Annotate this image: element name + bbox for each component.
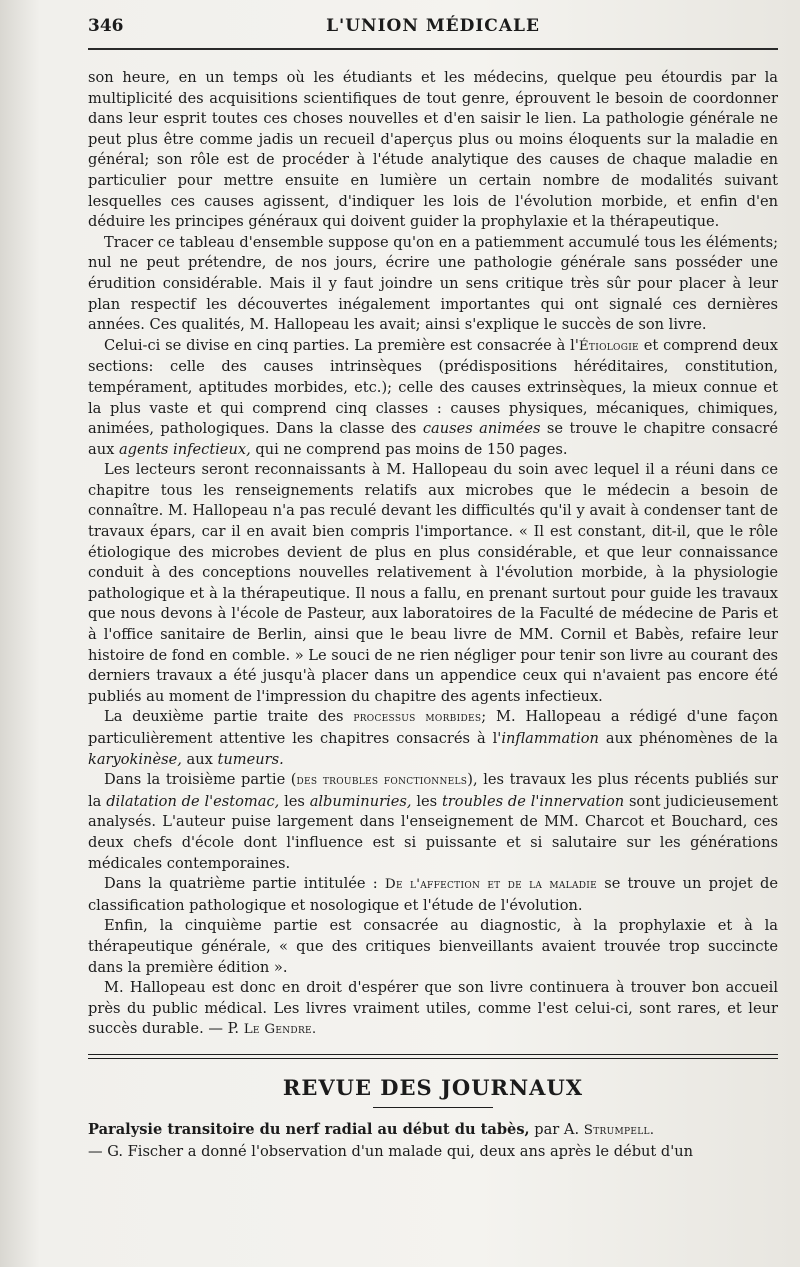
etiologie-term: Étiologie bbox=[578, 338, 639, 354]
article-title: Paralysie transitoire du nerf radial au début du tabès, bbox=[88, 1120, 530, 1138]
tumeurs-term: tumeurs. bbox=[217, 750, 284, 768]
paragraph-5-text: ; M. Hallopeau a rédigé d'une façon particulièrement attentive les chapitres consacrés à l' bbox=[88, 708, 779, 747]
affection-maladie-term: De l'affection et de la maladie bbox=[384, 877, 597, 893]
paragraph-6-text: les bbox=[411, 792, 442, 810]
troubles-fonctionnels-term: des troubles fonctionnels bbox=[296, 773, 468, 789]
paragraph-1: son heure, en un temps où les étudiants et les médecins, quelque peu étourdis par la multiplicité des acquisitions scientifiques de tout genre, éprouvent le besoin de coordonner dans leur esprit toutes ces choses nouvelles et d'en saisir le lien. La pathologie générale ne peut plus être comme jadis un recueil d'aperçus plus ou moins éloquents sur la maladie en général; son rôle est de procéder à l'étude analytique des causes de chaque maladie en particulier pour mettre ensuite en lumière un certain nombre de modalités suivant lesquelles ces causes agissent, d'indiquer les lois de l'évolution morbide, et enfin d'en déduire les principes généraux qui doivent guider la prophylaxie et la thérapeutique. bbox=[88, 69, 778, 231]
paragraph-7-text: Dans la quatrième partie intitulée : bbox=[104, 875, 385, 893]
agents-infectieux-term: agents infectieux, bbox=[118, 440, 251, 458]
paragraph-6-text: ), les travaux les plus récents publiés sur la bbox=[88, 771, 778, 810]
paragraph-8: Enfin, la cinquième partie est consacrée au diagnostic, à la prophylaxie et à la thérapeutique générale, « que des critiques bienveillants avaient trouvée trop succincte dans la première édition ». bbox=[88, 917, 778, 976]
causes-animees-term: causes animées bbox=[422, 420, 541, 438]
running-title: L'UNION MÉDICALE bbox=[326, 16, 540, 36]
paragraph-7 bbox=[88, 874, 778, 916]
paragraph-3-text: se trouve le chapitre consacré aux bbox=[88, 420, 778, 458]
paragraph-5-text: aux phénomènes de la bbox=[598, 730, 779, 747]
troubles-innervation-term: troubles de l'innervation bbox=[441, 792, 625, 810]
paragraph-3-text: Celui-ci se divise en cinq parties. La première est consacrée à l' bbox=[104, 336, 579, 354]
article-body: — G. Fischer a donné l'observation d'un malade qui, deux ans après le début d'un bbox=[88, 1142, 694, 1160]
processus-morbides-term: processus morbides bbox=[353, 710, 482, 726]
section-divider bbox=[88, 1054, 778, 1059]
paragraph-3-text: et comprend deux sections: celle des causes intrinsèques (prédispositions héréditaires, constitution, tempérament, aptitudes morbides, etc.); celle des causes extrinsèques, la mieux connue et la plus vaste et qui comprend cinq classes : causes physiques, mécaniques, chimiques, animées, pathologiques. Dans la classe des bbox=[88, 336, 778, 438]
paragraph-4: Les lecteurs seront reconnaissants à M. Hallopeau du soin avec lequel il a réuni dans ce chapitre tous les renseignements relatifs aux microbes que le médecin a besoin de connaître. M. Hallopeau n'a pas reculé devant les difficultés qu'il y avait à condenser tant de travaux épars, car il en avait bien compris l'importance. « Il est constant, dit-il, que le rôle étiologique des microbes devient de plus en plus considérable, et que leur connaissance conduit à des conceptions nouvelles relativement à l'évolution morbide, à la physiologie pathologique et à la thérapeutique. Il nous a fallu, en prenant surtout pour guide les travaux que nous devons à l'école de Pasteur, aux laboratoires de la Faculté de médecine de Paris et à l'office sanitaire de Berlin, ainsi que le beau livre de MM. Cornil et Babès, refaire leur histoire de fond en comble. » Le souci de ne rien négliger pour tenir son livre au courant des derniers travaux a été jusqu'à placer dans un appendice ceux qui n'avaient pas encore été publiés au moment de l'impression du chapitre des agents infectieux. bbox=[88, 461, 778, 705]
paragraph-3 bbox=[88, 336, 778, 461]
review-author: Le Gendre. bbox=[243, 1022, 317, 1038]
page-number: 346 bbox=[88, 16, 124, 36]
article-author: Strumpell. bbox=[583, 1122, 655, 1138]
paragraph-2: Tracer ce tableau d'ensemble suppose qu'on en a patiemment accumulé tous les éléments; nul ne peut prétendre, de nos jours, écrire une pathologie générale sans posséder une érudition considérable. Mais il y faut joindre un sens critique très sûr pour placer à leur plan respectif les découvertes inégalement importantes qui ont signalé ces dernières années. Ces qualités, M. Hallopeau les avait; ainsi s'explique le succès de son livre. bbox=[88, 233, 778, 334]
inflammation-term: inflammation bbox=[501, 730, 599, 747]
book-review-body bbox=[88, 68, 778, 1041]
paragraph-9-text: M. Hallopeau est donc en droit d'espérer que son livre continuera à trouver bon accueil près du public médical. Les livres vraiment utiles, comme l'est celui-ci, sont rares, et leur succès durable. — P. bbox=[88, 979, 778, 1038]
article-title-line bbox=[88, 1120, 778, 1142]
paragraph-5-text: La deuxième partie traite des bbox=[104, 708, 354, 726]
dilatation-term: dilatation de l'estomac, bbox=[106, 792, 280, 810]
heading-underline bbox=[373, 1107, 493, 1108]
article-by: par A. bbox=[529, 1120, 584, 1138]
paragraph-9 bbox=[88, 978, 778, 1041]
paragraph-6-text: les bbox=[279, 792, 310, 810]
paragraph-5-text: aux bbox=[181, 750, 218, 768]
karyokinese-term: karyokinèse, bbox=[88, 750, 182, 768]
paragraph-5 bbox=[88, 707, 778, 770]
section-heading: REVUE DES JOURNAUX bbox=[282, 1074, 584, 1100]
paragraph-6-text: Dans la troisième partie ( bbox=[104, 771, 297, 789]
paragraph-7-text: se trouve un projet de classification pathologique et nosologique et l'étude de l'évolution. bbox=[88, 875, 778, 914]
paragraph-6-text: sont judicieusement analysés. L'auteur puise largement dans l'enseignement de MM. Charcot et Bouchard, ces deux chefs d'école dont l'influence est si puissante et si salutaire sur les générations médicales contemporaines. bbox=[88, 792, 778, 872]
paragraph-6 bbox=[88, 770, 778, 874]
paragraph-3-text: qui ne comprend pas moins de 150 pages. bbox=[250, 440, 568, 458]
page-header bbox=[88, 14, 778, 50]
albuminuries-term: albuminuries, bbox=[309, 792, 412, 810]
